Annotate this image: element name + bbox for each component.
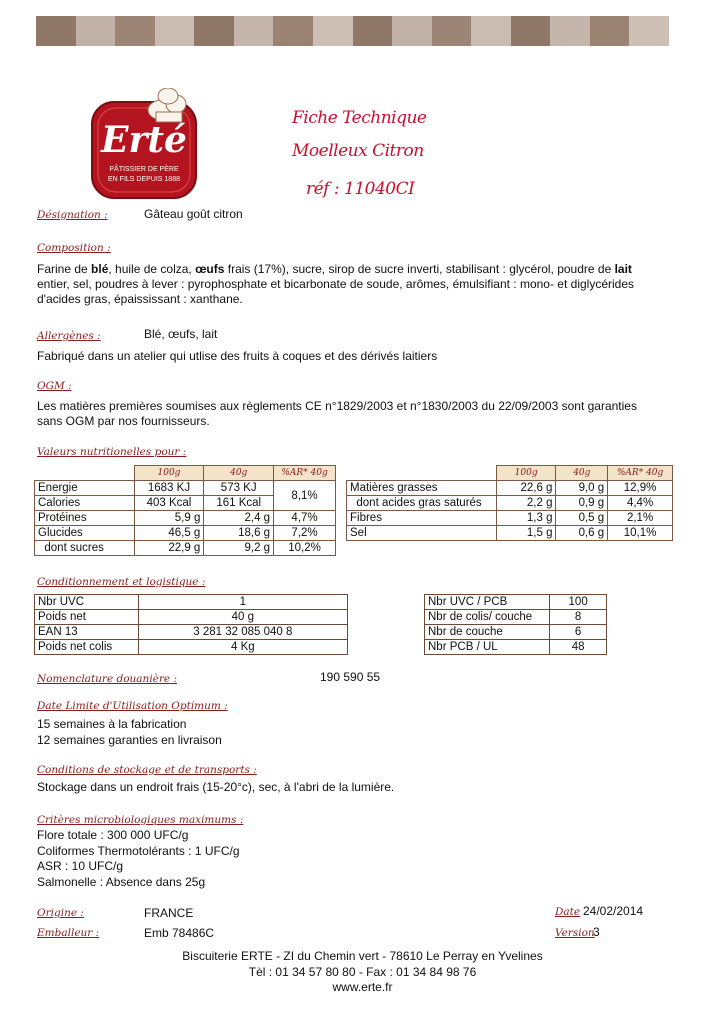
micro-line3: ASR : 10 UFC/g <box>37 859 124 873</box>
allergenes-value: Blé, œufs, lait <box>144 327 218 341</box>
footer-phone: Tèl : 01 34 57 80 80 - Fax : 01 34 84 98 76 <box>248 965 477 979</box>
banner-stripe <box>115 16 155 46</box>
nutrition-label: Valeurs nutritionelles pour : <box>37 446 187 458</box>
doc-reference: réf : 11040CI <box>306 179 415 199</box>
table-row: dont acides gras saturés 2,2 g 0,9 g 4,4% <box>347 496 673 511</box>
logistique-label: Conditionnement et logistique : <box>37 576 206 588</box>
dluo-line1: 15 semaines à la fabrication <box>37 717 187 731</box>
table-row: Fibres 1,3 g 0,5 g 2,1% <box>347 511 673 526</box>
ogm-text: Les matières premières soumises aux règlements CE n°1829/2003 et n°1830/2003 du 22/09/2003 sont garanties sans OGM par nos fournisseurs. <box>37 399 637 428</box>
table-row: dont sucres 22,9 g 9,2 g 10,2% <box>35 541 336 556</box>
erte-logo <box>86 88 202 202</box>
table-row: Poids net colis 4 Kg <box>35 640 348 655</box>
table-row: Matières grasses 22,6 g 9,0 g 12,9% <box>347 481 673 496</box>
banner-stripe <box>313 16 353 46</box>
header-40g: 40g <box>204 466 274 481</box>
composition-text: Farine de blé, huile de colza, œufs frais (17%), sucre, sirop de sucre inverti, stabilisant : glycérol, poudre de lait entier, sel, poudres à lever : pyrophosphate et bicarbonate de soude, arômes, émulsifiant : mono- et diglycérides d'acides gras, épaississant : xanthane. <box>37 262 635 306</box>
table-row: Calories 403 Kcal 161 Kcal <box>35 496 336 511</box>
header-ar: %AR* 40g <box>274 466 336 481</box>
date-label: Date <box>555 906 581 918</box>
logistique-table-right <box>424 594 607 655</box>
allergenes-label: Allergènes : <box>37 330 101 342</box>
dluo-line2: 12 semaines garanties en livraison <box>37 733 222 747</box>
micro-line2: Coliformes Thermotolérants : 1 UFC/g <box>37 844 240 858</box>
version-value: 3 <box>593 925 600 939</box>
micro-line4: Salmonelle : Absence dans 25g <box>37 875 206 889</box>
banner-stripe <box>234 16 274 46</box>
micro-line1: Flore totale : 300 000 UFC/g <box>37 828 189 842</box>
logo-tagline-2: EN FILS DEPUIS 1888 <box>108 176 180 183</box>
table-row: Poids net 40 g <box>35 610 348 625</box>
table-row: EAN 13 3 281 32 085 040 8 <box>35 625 348 640</box>
table-row: Energie 1683 KJ 573 KJ 8,1% <box>35 481 336 496</box>
version-label: Version <box>555 927 595 939</box>
composition-label: Composition : <box>37 242 111 254</box>
table-row: Glucides 46,5 g 18,6 g 7,2% <box>35 526 336 541</box>
douane-label: Nomenclature douanière : <box>37 673 178 685</box>
table-row: Sel 1,5 g 0,6 g 10,1% <box>347 526 673 541</box>
table-row: Nbr PCB / UL 48 <box>425 640 607 655</box>
banner-stripe <box>36 16 76 46</box>
energy-ar-cell: 8,1% <box>274 481 336 511</box>
designation-label: Désignation : <box>37 209 108 221</box>
stockage-text: Stockage dans un endroit frais (15-20°c), sec, à l'abri de la lumière. <box>37 780 395 794</box>
nutrition-table-left <box>34 465 336 556</box>
doc-title-line2: Moelleux Citron <box>292 141 424 161</box>
banner-stripe <box>590 16 630 46</box>
doc-title-line1: Fiche Technique <box>292 108 427 128</box>
banner-stripe <box>392 16 432 46</box>
logo-tagline-1: PÂTISSIER DE PÈRE <box>109 166 179 173</box>
banner-stripe <box>511 16 551 46</box>
origine-label: Origine : <box>37 907 84 919</box>
header-100g: 100g <box>134 466 204 481</box>
footer-address: Biscuiterie ERTE - ZI du Chemin vert - 78610 Le Perray en Yvelines <box>182 949 543 963</box>
table-row: Protéines 5,9 g 2,4 g 4,7% <box>35 511 336 526</box>
emballeur-label: Emballeur : <box>37 927 100 939</box>
logistique-table-left <box>34 594 348 655</box>
stockage-label: Conditions de stockage et de transports : <box>37 764 257 776</box>
banner-stripe <box>550 16 590 46</box>
footer-website[interactable]: www.erte.fr <box>332 980 393 994</box>
banner-stripe <box>432 16 472 46</box>
banner-stripe <box>353 16 393 46</box>
banner-stripe <box>76 16 116 46</box>
banner-stripe <box>194 16 234 46</box>
douane-value: 190 590 55 <box>320 670 381 684</box>
designation-value: Gâteau goût citron <box>144 207 243 221</box>
header-banner <box>36 16 669 46</box>
date-value: 24/02/2014 <box>583 904 644 918</box>
micro-label: Critères microbiologiques maximums : <box>37 814 244 826</box>
banner-stripe <box>629 16 669 46</box>
ogm-label: OGM : <box>37 380 72 392</box>
table-row: Nbr UVC 1 <box>35 595 348 610</box>
emballeur-value: Emb 78486C <box>144 926 215 940</box>
logo-brand: Erté <box>101 119 187 161</box>
table-row: Nbr de colis/ couche 8 <box>425 610 607 625</box>
banner-stripe <box>273 16 313 46</box>
table-row: Nbr de couche 6 <box>425 625 607 640</box>
origine-value: FRANCE <box>144 906 194 920</box>
table-row: Nbr UVC / PCB 100 <box>425 595 607 610</box>
banner-stripe <box>155 16 195 46</box>
banner-stripe <box>471 16 511 46</box>
nutrition-table-right: 100g 40g %AR* 40g Matières grasses 22,6 g 9,0 g 12,9% dont acides gras saturés 2,2 g 0,9 g 4,4% Fibres 1,3 g 0,5 g 2,1% Sel 1,5 g 0,6 g 10,1% <box>346 465 673 541</box>
dluo-label: Date Limite d'Utilisation Optimum : <box>37 700 228 712</box>
allergenes-note: Fabriqué dans un atelier qui utlise des fruits à coques et des dérivés laitiers <box>37 349 438 363</box>
